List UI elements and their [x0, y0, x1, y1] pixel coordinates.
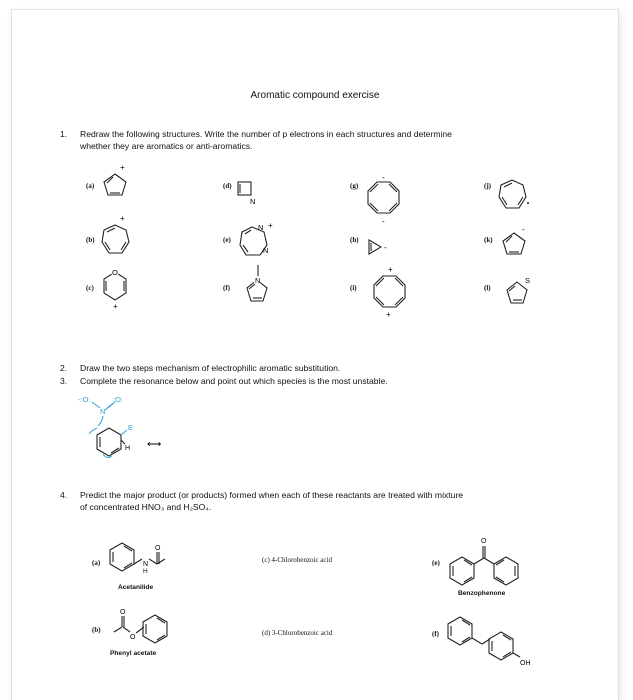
label-e: (e) [223, 236, 231, 244]
acetanilide-o: O [155, 545, 161, 552]
label-h: (h) [350, 236, 359, 244]
phenyl-acetate-o2: O [130, 634, 136, 641]
label-d: (d) [223, 182, 232, 190]
name-phenyl-acetate: Phenyl acetate [110, 650, 157, 657]
q4-number: 4. [60, 490, 68, 500]
q3-text: Complete the resonance below and point out which species is the most unstable. [80, 376, 388, 386]
q1-number: 1. [60, 129, 68, 139]
label-k: (k) [484, 236, 493, 244]
charge-g2: - [382, 217, 385, 226]
reagent-hno3: HNO₃ [141, 502, 165, 512]
q4-line1: Predict the major product (or products) formed when each of these reactants are treated with mixture [80, 490, 464, 500]
label-a: (a) [86, 182, 95, 190]
q4-line2-prefix: of concentrated [80, 502, 142, 512]
structure-phenyl-acetate [114, 609, 167, 643]
structure-acetanilide [110, 543, 165, 575]
nitro-o-right: :O: [113, 395, 124, 404]
document-page [12, 10, 618, 700]
structures-q4 [12, 10, 618, 700]
item-4c: (c) 4-Chlorobenzoic acid [262, 556, 332, 564]
atom-l-s: S [525, 276, 531, 285]
resonance-arrow: ⟷ [147, 439, 162, 450]
label-g: (g) [350, 182, 359, 190]
charge-k: - [522, 225, 525, 234]
label-f: (f) [223, 284, 230, 292]
page-title: Aromatic compound exercise [250, 90, 380, 101]
charge-a: + [120, 163, 125, 172]
q4-and: and [164, 502, 184, 512]
charge-e: + [268, 221, 273, 230]
q1-line1: Redraw the following structures. Write the number of p electrons in each structures and determine [80, 129, 452, 139]
charge-h: - [384, 243, 387, 252]
acetanilide-n: N [143, 561, 149, 568]
atom-e-n2: N [263, 246, 269, 255]
nitro-o-left: -:O: [78, 395, 91, 404]
acetanilide-h: H [143, 568, 148, 575]
q2-number: 2. [60, 363, 68, 373]
structure-4f [448, 617, 531, 667]
phenyl-acetate-o1: O [120, 609, 126, 616]
label-l: (l) [484, 284, 491, 292]
label-4a: (a) [92, 559, 101, 567]
name-acetanilide: Acetanilide [118, 584, 154, 591]
atom-e-n1: N [258, 223, 264, 232]
label-j: (j) [484, 182, 491, 190]
phenol-oh: OH [520, 660, 531, 667]
item-4d: (d) 3-Chlorobenzoic acid [262, 629, 333, 637]
label-4f: (f) [432, 630, 439, 638]
name-benzophenone: Benzophenone [458, 590, 506, 597]
structure-benzophenone [450, 538, 518, 585]
label-4e: (e) [432, 559, 440, 567]
benzophenone-o: O [481, 538, 487, 545]
charge-g1: - [382, 173, 385, 182]
atom-c-o: O [112, 268, 118, 277]
charge-i2: + [386, 310, 391, 319]
charge-b: + [120, 214, 125, 223]
q1-line2: whether they are aromatics or anti-aromatics. [80, 141, 253, 151]
label-c: (c) [86, 284, 94, 292]
charge-i1: + [388, 265, 393, 274]
label-b: (b) [86, 236, 95, 244]
label-i: (i) [350, 284, 357, 292]
atom-h: H [125, 445, 131, 452]
q2-text: Draw the two steps mechanism of electrophilic aromatic substitution. [80, 363, 341, 373]
reagent-h2so4: H₂SO₄. [183, 502, 212, 512]
atom-e: E [128, 423, 134, 432]
atom-d-n: N [250, 197, 256, 206]
label-4b: (b) [92, 626, 101, 634]
charge-c: + [113, 302, 118, 311]
nitro-n: N [100, 407, 106, 416]
atom-f-n: N [255, 276, 261, 285]
q3-number: 3. [60, 376, 68, 386]
